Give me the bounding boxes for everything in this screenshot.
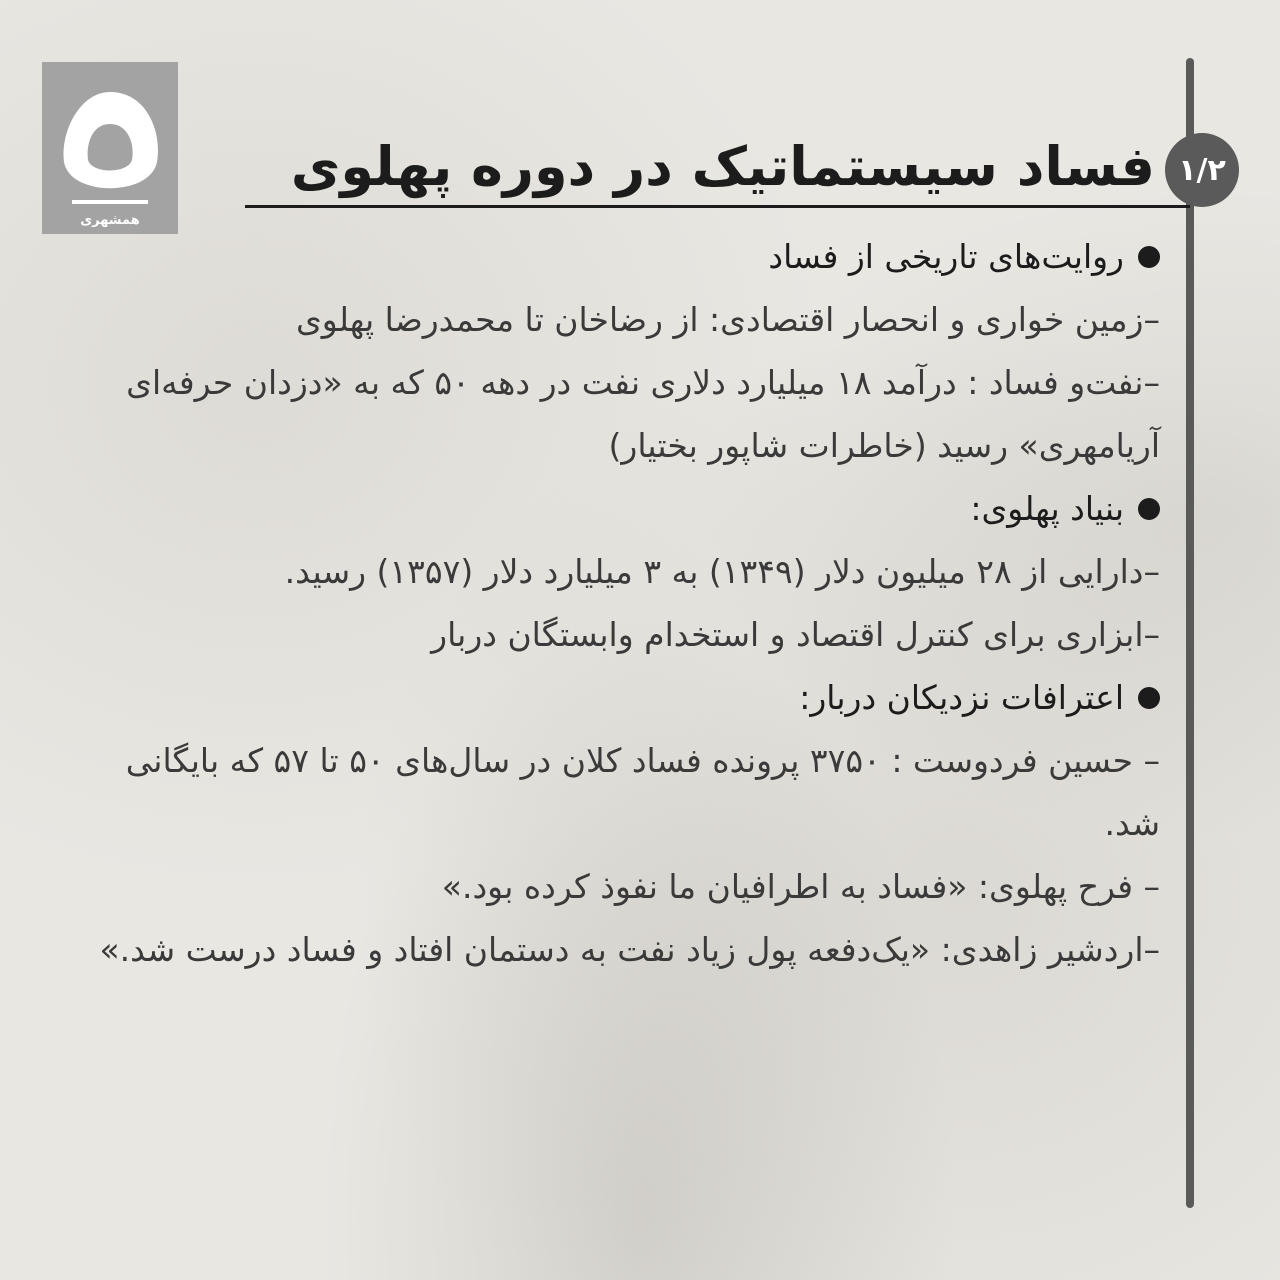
publisher-logo <box>42 62 178 234</box>
section-heading-text: روایت‌های تاریخی از فساد <box>768 237 1124 276</box>
section-heading <box>90 477 1160 540</box>
logo-glyph-icon <box>42 62 178 234</box>
decorative-spine-line <box>1186 58 1194 1208</box>
bullet-icon <box>1138 687 1160 709</box>
section-heading-text: اعترافات نزدیکان دربار: <box>799 678 1124 717</box>
list-item: –اردشیر زاهدی: «یک‌دفعه پول زیاد نفت به دستمان افتاد و فساد درست شد.» <box>99 930 1160 969</box>
section-heading <box>90 225 1160 288</box>
bullet-icon <box>1138 498 1160 520</box>
page-indicator: ۱/۲ <box>1165 133 1239 207</box>
page-title: فساد سیستماتیک در دوره پهلوی <box>290 135 1155 198</box>
section-heading-text: بنیاد پهلوی: <box>970 489 1124 528</box>
article-body <box>90 225 1160 981</box>
title-underline <box>245 205 1190 208</box>
bullet-icon <box>1138 246 1160 268</box>
list-item: –دارایی از ۲۸ میلیون دلار (۱۳۴۹) به ۳ میلیارد دلار (۱۳۵۷) رسید. <box>284 552 1160 591</box>
list-item: –زمین خواری و انحصار اقتصادی: از رضاخان تا محمدرضا پهلوی <box>295 300 1160 339</box>
logo-caption: همشهری <box>80 213 140 228</box>
section-heading <box>90 666 1160 729</box>
list-item: – فرح پهلوی: «فساد به اطرافیان ما نفوذ کرده بود.» <box>441 867 1160 906</box>
list-item: –ابزاری برای کنترل اقتصاد و استخدام وابستگان دربار <box>431 615 1160 654</box>
list-item: –نفت‌و فساد : درآمد ۱۸ میلیارد دلاری نفت در دهه ۵۰ که به «دزدان حرفه‌ای آریامهری» رسید (خاطرات شاپور بختیار) <box>126 363 1160 465</box>
list-item: – حسین فردوست : ۳۷۵۰ پرونده فساد کلان در سال‌های ۵۰ تا ۵۷ که بایگانی شد. <box>125 741 1160 843</box>
